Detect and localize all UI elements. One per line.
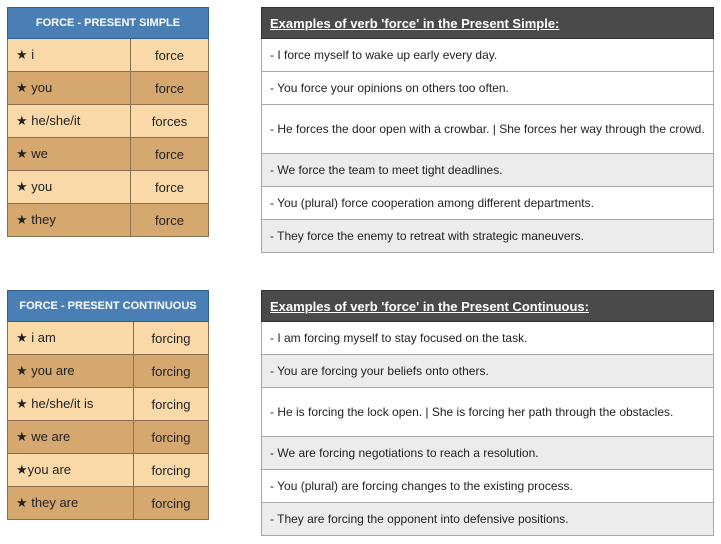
example-row	[262, 72, 714, 105]
verb-cell: force	[131, 39, 209, 72]
pronoun-cell: ★ they	[8, 204, 131, 237]
verb-cell: force	[131, 171, 209, 204]
example-row	[262, 388, 714, 437]
table-row	[8, 487, 209, 520]
example-text: - I force myself to wake up early every day.	[262, 39, 714, 72]
table-row	[8, 322, 209, 355]
example-text: - You are forcing your beliefs onto others.	[262, 355, 714, 388]
pronoun-cell: ★ he/she/it	[8, 105, 131, 138]
example-row	[262, 187, 714, 220]
example-row	[262, 355, 714, 388]
table-row	[8, 105, 209, 138]
pronoun-cell: ★ they are	[8, 487, 134, 520]
example-row	[262, 470, 714, 503]
present-continuous-title: FORCE - PRESENT CONTINUOUS	[8, 291, 209, 322]
example-text: - They are forcing the opponent into defensive positions.	[262, 503, 714, 536]
example-text: - We are forcing negotiations to reach a resolution.	[262, 437, 714, 470]
present-continuous-examples-table	[261, 290, 714, 536]
table-row	[8, 421, 209, 454]
table-row	[8, 171, 209, 204]
example-text: - We force the team to meet tight deadlines.	[262, 154, 714, 187]
example-text: - He forces the door open with a crowbar. | She forces her way through the crowd.	[262, 105, 714, 154]
verb-cell: forcing	[134, 388, 209, 421]
pronoun-cell: ★ you	[8, 171, 131, 204]
pronoun-cell: ★ you are	[8, 355, 134, 388]
example-row	[262, 437, 714, 470]
table-row	[8, 72, 209, 105]
pronoun-cell: ★you are	[8, 454, 134, 487]
pronoun-cell: ★ you	[8, 72, 131, 105]
present-continuous-examples-title: Examples of verb 'force' in the Present Continuous:	[262, 291, 714, 322]
verb-cell: forces	[131, 105, 209, 138]
present-simple-table	[7, 7, 209, 237]
verb-cell: forcing	[134, 355, 209, 388]
verb-cell: forcing	[134, 454, 209, 487]
example-text: - He is forcing the lock open. | She is forcing her path through the obstacles.	[262, 388, 714, 437]
table-row	[8, 138, 209, 171]
present-simple-examples-table	[261, 7, 714, 253]
present-continuous-table	[7, 290, 209, 520]
pronoun-cell: ★ i	[8, 39, 131, 72]
example-text: - You (plural) force cooperation among different departments.	[262, 187, 714, 220]
table-row	[8, 388, 209, 421]
verb-cell: force	[131, 204, 209, 237]
table-row	[8, 454, 209, 487]
verb-cell: forcing	[134, 487, 209, 520]
pronoun-cell: ★ he/she/it is	[8, 388, 134, 421]
verb-cell: forcing	[134, 421, 209, 454]
verb-cell: forcing	[134, 322, 209, 355]
verb-cell: force	[131, 138, 209, 171]
verb-cell: force	[131, 72, 209, 105]
example-row	[262, 105, 714, 154]
example-text: - You force your opinions on others too often.	[262, 72, 714, 105]
table-row	[8, 355, 209, 388]
table-row	[8, 39, 209, 72]
example-row	[262, 154, 714, 187]
example-text: - I am forcing myself to stay focused on the task.	[262, 322, 714, 355]
pronoun-cell: ★ i am	[8, 322, 134, 355]
pronoun-cell: ★ we are	[8, 421, 134, 454]
example-row	[262, 503, 714, 536]
table-row	[8, 204, 209, 237]
example-text: - You (plural) are forcing changes to the existing process.	[262, 470, 714, 503]
example-row	[262, 220, 714, 253]
pronoun-cell: ★ we	[8, 138, 131, 171]
present-simple-title: FORCE - PRESENT SIMPLE	[8, 8, 209, 39]
example-row	[262, 322, 714, 355]
example-row	[262, 39, 714, 72]
present-simple-examples-title: Examples of verb 'force' in the Present Simple:	[262, 8, 714, 39]
example-text: - They force the enemy to retreat with strategic maneuvers.	[262, 220, 714, 253]
